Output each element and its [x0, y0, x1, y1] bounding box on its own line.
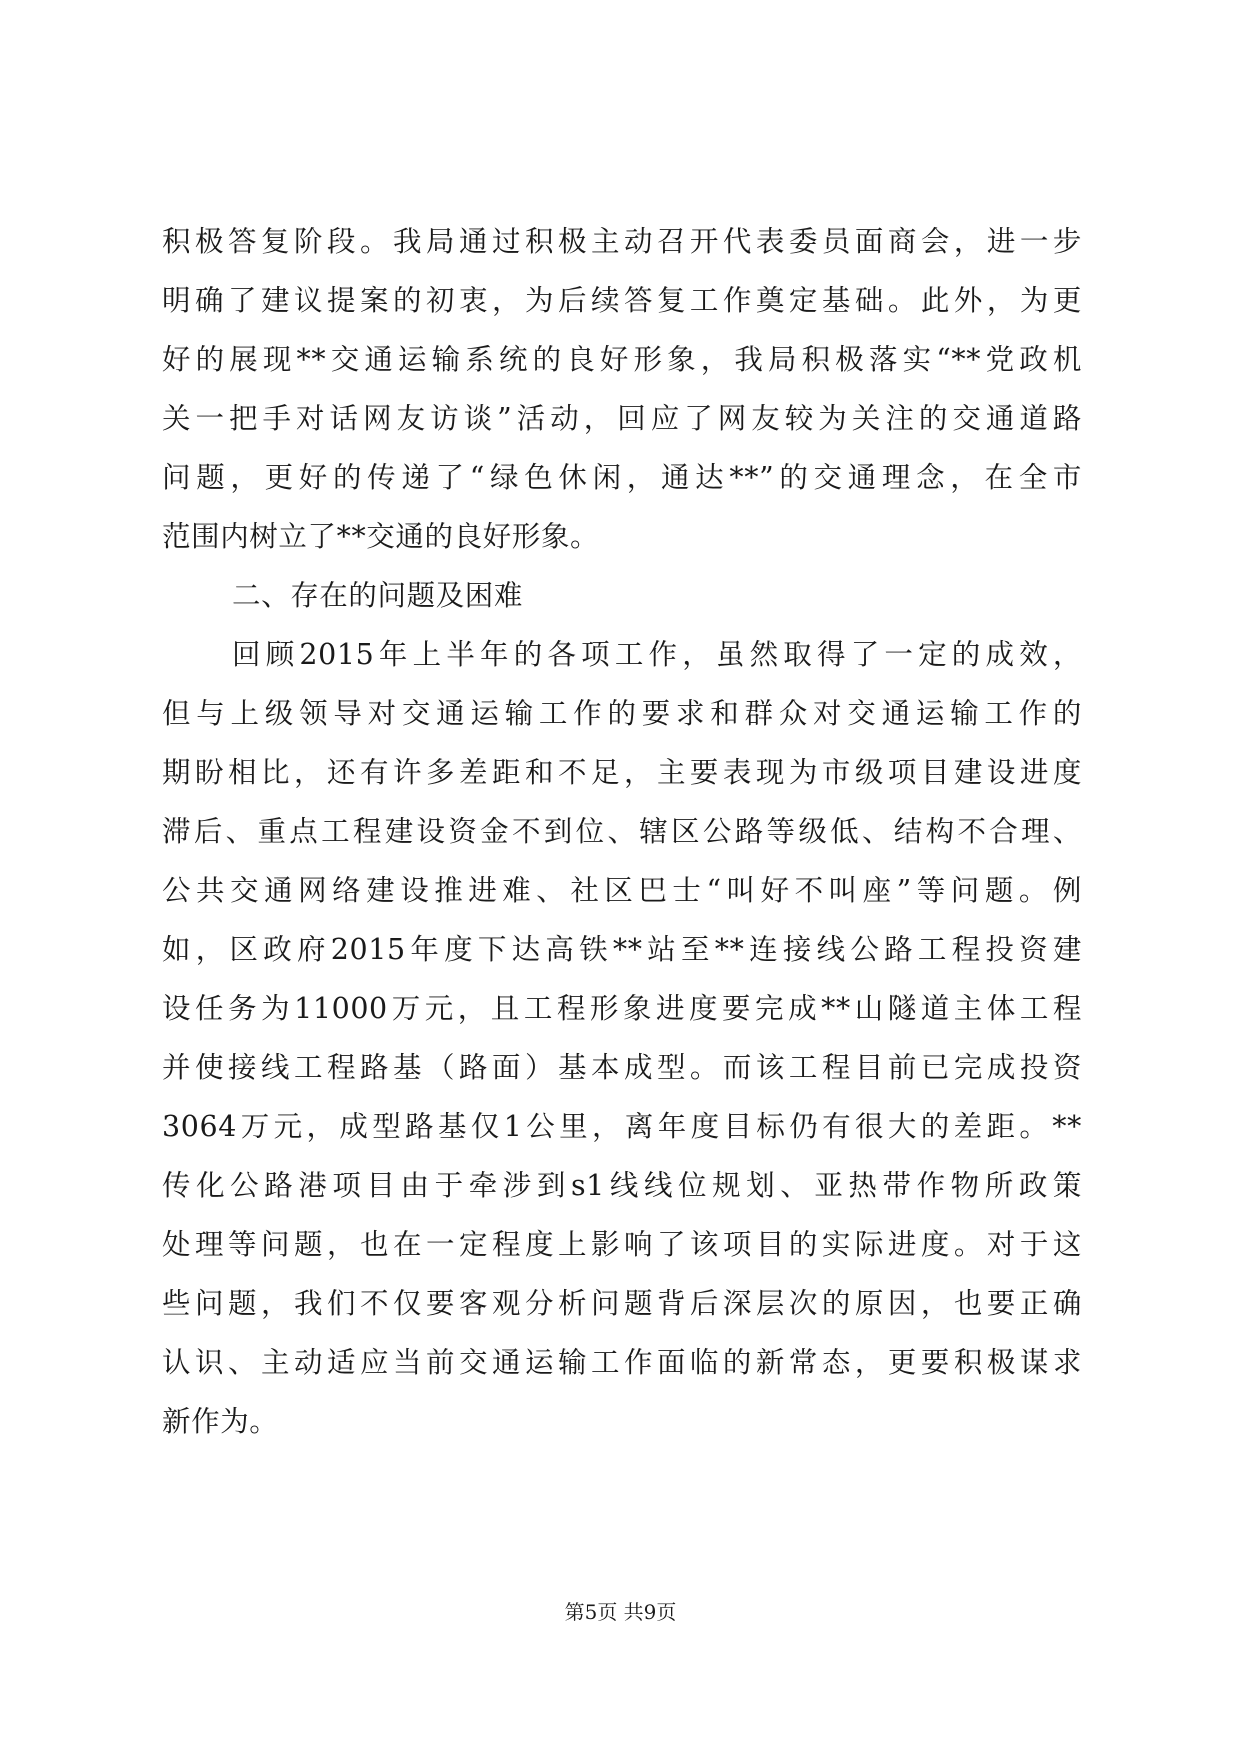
text-line: 但与上级领导对交通运输工作的要求和群众对交通运输工作的 — [162, 697, 1082, 730]
text-line: 滞后、重点工程建设资金不到位、辖区公路等级低、结构不合理、 — [162, 815, 1082, 848]
text-line: 认识、主动适应当前交通运输工作面临的新常态，更要积极谋求 — [162, 1346, 1082, 1379]
text-line: 些问题，我们不仅要客观分析问题背后深层次的原因，也要正确 — [162, 1287, 1082, 1320]
text-line: 期盼相比，还有许多差距和不足，主要表现为市级项目建设进度 — [162, 756, 1082, 789]
text-line: 关一把手对话网友访谈”活动，回应了网友较为关注的交通道路 — [162, 402, 1082, 435]
text-line: 设任务为11000万元，且工程形象进度要完成**山隧道主体工程 — [162, 992, 1082, 1025]
text-line: 如，区政府2015年度下达高铁**站至**连接线公路工程投资建 — [162, 933, 1082, 966]
text-line: 并使接线工程路基（路面）基本成型。而该工程目前已完成投资 — [162, 1051, 1082, 1084]
text-line: 公共交通网络建设推进难、社区巴士“叫好不叫座”等问题。例 — [162, 874, 1082, 907]
text-line: 新作为。 — [162, 1405, 279, 1438]
text-line: 传化公路港项目由于牵涉到s1线线位规划、亚热带作物所政策 — [162, 1169, 1082, 1202]
text-line: 范围内树立了**交通的良好形象。 — [162, 520, 600, 553]
text-line: 回顾2015年上半年的各项工作，虽然取得了一定的成效， — [232, 638, 1082, 671]
text-line: 问题，更好的传递了“绿色休闲，通达**”的交通理念，在全市 — [162, 461, 1082, 494]
text-line: 3064万元，成型路基仅1公里，离年度目标仍有很大的差距。** — [162, 1110, 1082, 1143]
text-line: 积极答复阶段。我局通过积极主动召开代表委员面商会，进一步 — [162, 225, 1082, 258]
text-line: 明确了建议提案的初衷，为后续答复工作奠定基础。此外，为更 — [162, 284, 1082, 317]
section-heading: 二、存在的问题及困难 — [232, 579, 524, 612]
page-number-footer: 第5页 共9页 — [564, 1600, 677, 1624]
text-line: 好的展现**交通运输系统的良好形象，我局积极落实“**党政机 — [162, 343, 1082, 376]
text-line: 处理等问题，也在一定程度上影响了该项目的实际进度。对于这 — [162, 1228, 1082, 1261]
